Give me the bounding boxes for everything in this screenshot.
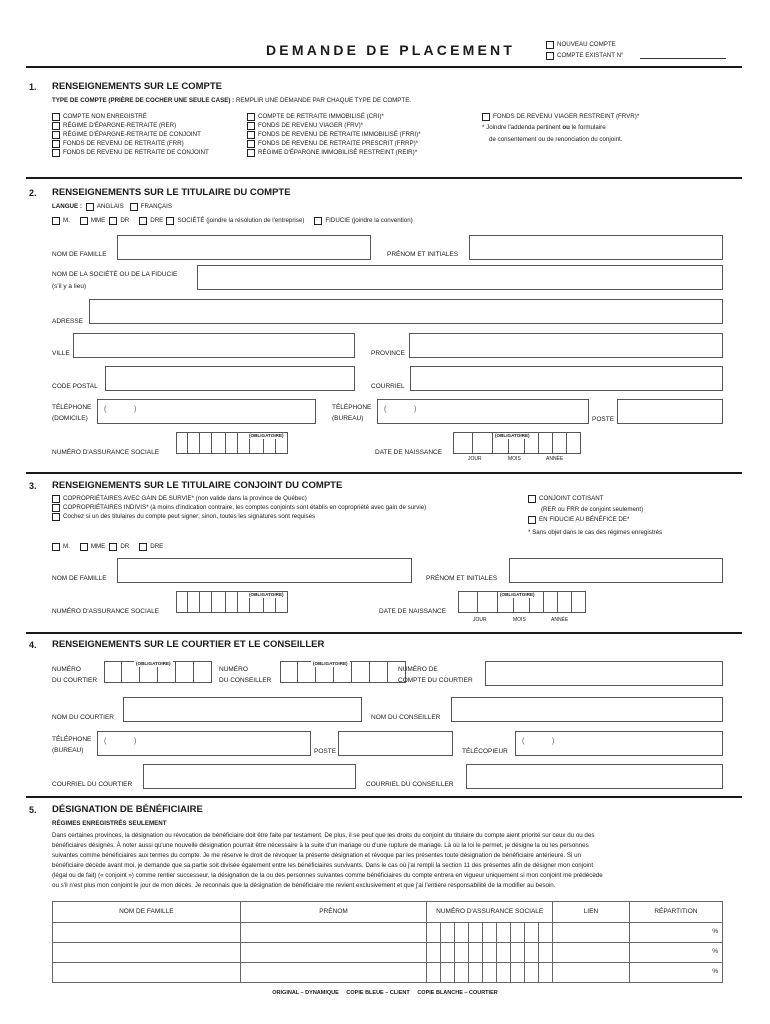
column-header: NUMÉRO D'ASSURANCE SOCIALE bbox=[427, 902, 553, 923]
last-name-label: NOM DE FAMILLE bbox=[52, 251, 107, 258]
sin-digit-cell[interactable] bbox=[539, 943, 553, 963]
sin-digit-cell[interactable] bbox=[455, 943, 469, 963]
sin-digit-cell[interactable] bbox=[427, 943, 441, 963]
fax-label: TÉLÉCOPIEUR bbox=[462, 748, 508, 755]
joint-option[interactable]: Cochez si un des titulaires du compte peut signer; sinon, toutes les signatures sont requises bbox=[52, 512, 426, 521]
checkbox[interactable] bbox=[52, 504, 60, 512]
checkbox[interactable] bbox=[247, 149, 255, 157]
section-4-title: RENSEIGNEMENTS SUR LE COURTIER ET LE CONSEILLER bbox=[52, 639, 325, 650]
sin-digit-cell[interactable] bbox=[441, 923, 455, 943]
day-label: JOUR bbox=[473, 617, 487, 623]
spousal-contributor-option[interactable]: CONJOINT COTISANT bbox=[528, 494, 604, 503]
last-name-input[interactable] bbox=[117, 235, 371, 260]
checkbox[interactable] bbox=[247, 122, 255, 130]
spousal-note: (RER ou FRR de conjoint seulement) bbox=[541, 506, 644, 513]
relationship-cell[interactable] bbox=[553, 963, 630, 983]
day-label: JOUR bbox=[468, 456, 482, 462]
broker-number-label: NUMÉRO bbox=[52, 666, 81, 673]
copy-distribution-footer: ORIGINAL – DYNAMIQUE COPIE BLEUE – CLIENT COPIE BLANCHE – COURTIER bbox=[272, 990, 498, 996]
sin-digit-cell[interactable] bbox=[427, 923, 441, 943]
sin-digit-cell[interactable] bbox=[483, 963, 497, 983]
existing-account-number-field[interactable] bbox=[640, 58, 726, 59]
advisor-email-label: COURRIEL DU CONSEILLER bbox=[366, 781, 454, 788]
sin-digit-cell[interactable] bbox=[427, 963, 441, 983]
existing-account-checkbox[interactable] bbox=[546, 52, 554, 60]
address-input[interactable] bbox=[89, 299, 723, 324]
account-type-option[interactable]: FONDS DE REVENU VIAGER RESTREINT (FRVR)* bbox=[482, 112, 639, 121]
first-name-cell[interactable] bbox=[240, 963, 427, 983]
sin-digit-cell[interactable] bbox=[511, 943, 525, 963]
postal-code-input[interactable] bbox=[105, 366, 355, 391]
year-label: ANNÉE bbox=[546, 456, 564, 462]
dre-checkbox[interactable] bbox=[139, 543, 147, 551]
joint-option[interactable]: COPROPRIÉTAIRES INDIVIS* (à moins d'indication contraire, les comptes conjoints sont établis en copropriété avec gain de survie) bbox=[52, 503, 426, 512]
sin-digit-cell[interactable] bbox=[539, 923, 553, 943]
column-header: RÉPARTITION bbox=[629, 902, 722, 923]
english-checkbox[interactable] bbox=[86, 203, 94, 211]
sin-digit-cell[interactable] bbox=[455, 923, 469, 943]
work-phone-label-2: (BUREAU) bbox=[332, 415, 364, 422]
account-type-option[interactable]: FONDS DE REVENU DE RETRAITE DE CONJOINT bbox=[52, 148, 209, 157]
extension-label: POSTE bbox=[592, 416, 615, 423]
checkbox[interactable] bbox=[52, 131, 60, 139]
first-name-cell[interactable] bbox=[240, 943, 427, 963]
joint-options bbox=[52, 494, 426, 521]
account-type-option[interactable]: FONDS DE REVENU DE RETRAITE IMMOBILISÉ (FRRI)* bbox=[247, 130, 421, 139]
home-phone-label: TÉLÉPHONE bbox=[52, 404, 92, 411]
sin-digit-cell[interactable] bbox=[469, 923, 483, 943]
account-type-option[interactable]: RÉGIME D'ÉPARGNE-RETRAITE DE CONJOINT bbox=[52, 130, 209, 139]
dre-checkbox[interactable] bbox=[139, 217, 147, 225]
broker-phone-input[interactable]: ( ) bbox=[97, 731, 311, 756]
broker-name-label: NOM DU COURTIER bbox=[52, 714, 114, 721]
province-label: PROVINCE bbox=[371, 350, 405, 357]
sin-digit-cell[interactable] bbox=[483, 923, 497, 943]
language-row: LANGUE : ANGLAIS FRANÇAIS bbox=[52, 202, 173, 210]
advisor-name-input[interactable] bbox=[451, 697, 723, 722]
joint-last-name-input[interactable] bbox=[117, 558, 412, 583]
account-type-option[interactable]: FONDS DE REVENU DE RETRAITE (FRR) bbox=[52, 139, 209, 148]
column-header: PRÉNOM bbox=[240, 902, 427, 923]
advisor-number-label: NUMÉRO bbox=[219, 666, 248, 673]
joint-birthdate-required-note: (OBLIGATOIRE) bbox=[500, 592, 535, 597]
sin-required-note: (OBLIGATOIRE) bbox=[249, 433, 284, 438]
first-name-input[interactable] bbox=[469, 235, 723, 260]
new-account-option[interactable]: NOUVEAU COMPTE bbox=[546, 40, 616, 49]
table-row[interactable] bbox=[53, 923, 723, 943]
mr-checkbox[interactable] bbox=[52, 543, 60, 551]
broker-email-input[interactable] bbox=[143, 764, 356, 789]
work-phone-label: TÉLÉPHONE bbox=[332, 404, 372, 411]
checkbox[interactable] bbox=[528, 495, 536, 503]
joint-sin-label: NUMÉRO D'ASSURANCE SOCIALE bbox=[52, 608, 160, 615]
column-header: NOM DE FAMILLE bbox=[53, 902, 241, 923]
section-5-number: 5. bbox=[29, 805, 37, 815]
email-input[interactable] bbox=[410, 366, 723, 391]
sin-digit-cell[interactable] bbox=[441, 963, 455, 983]
sin-digit-cell[interactable] bbox=[497, 923, 511, 943]
sin-label: NUMÉRO D'ASSURANCE SOCIALE bbox=[52, 449, 160, 456]
account-type-option[interactable]: FONDS DE REVENU DE RETRAITE PRESCRIT (FRRP)* bbox=[247, 139, 421, 148]
broker-extension-input[interactable] bbox=[338, 731, 453, 756]
checkbox[interactable] bbox=[52, 113, 60, 121]
company-name-label: NOM DE LA SOCIÉTÉ OU DE LA FIDUCIE bbox=[52, 271, 178, 278]
joint-first-name-label: PRÉNOM ET INITIALES bbox=[426, 575, 498, 582]
section-1-title: RENSEIGNEMENTS SUR LE COMPTE bbox=[52, 81, 222, 92]
joint-first-name-input[interactable] bbox=[509, 558, 723, 583]
broker-name-input[interactable] bbox=[123, 697, 362, 722]
broker-phone-label: TÉLÉPHONE bbox=[52, 736, 92, 743]
sin-digit-cell[interactable] bbox=[525, 943, 539, 963]
section-4-number: 4. bbox=[29, 640, 37, 650]
share-cell[interactable]: % bbox=[629, 923, 722, 943]
section-divider bbox=[26, 177, 742, 179]
mrs-checkbox[interactable] bbox=[80, 217, 88, 225]
month-label: MOIS bbox=[513, 617, 526, 623]
first-name-label: PRÉNOM ET INITIALES bbox=[387, 251, 459, 258]
joint-title-row: M. MME DR DRE bbox=[52, 542, 163, 551]
beneficiary-disclaimer: Dans certaines provinces, la désignation ou révocation de bénéficiaire doit être faite par testament. De plus, il se peut que les droits du conjoint du titulaire du compte aient priorité sur ceux du ou des bénéficiaires désignés. À noter aussi qu'une nouvelle désignation pourrait être nécessaire à la suite d'un mariage ou d'une rupture de mariage. Là où la loi le permet, je désigne la ou les personnes suivantes comme bénéficiaires aux termes du compte. Je me réserve le droit de révoquer la présente désignation et révoque par les présentes toute désignation de bénéficiaire antérieure. Si un bénéficiaire décède avant moi, je demande que sa partie soit divisée également entre les bénéficiaires survivants. Dans le cas où j'ai rempli la section 11 des présentes afin de désigner mon conjoint (légal ou de fait) (« conjoint ») comme rentier successeur, la désignation de la ou des personnes suivantes comme bénéficiaires du compte entrera en vigueur uniquement si mon conjoint me prédécède ou s'il n'est plus mon conjoint le jour de mon décès. Je reconnais que la désignation de bénéficiaire me revient exclusivement et que j'ai l'entière responsabilité de la modifier au besoin. bbox=[52, 832, 603, 889]
french-checkbox[interactable] bbox=[130, 203, 138, 211]
account-type-option[interactable]: COMPTE NON ENREGISTRÉ bbox=[52, 112, 209, 121]
sin-digit-cell[interactable] bbox=[455, 963, 469, 983]
beneficiary-table bbox=[52, 901, 723, 983]
checkbox[interactable] bbox=[247, 131, 255, 139]
checkbox[interactable] bbox=[52, 122, 60, 130]
dr-checkbox[interactable] bbox=[109, 217, 117, 225]
fax-input[interactable]: ( ) bbox=[515, 731, 723, 756]
broker-phone-label-2: (BUREAU) bbox=[52, 747, 84, 754]
sin-digit-cell[interactable] bbox=[539, 963, 553, 983]
email-label: COURRIEL bbox=[371, 383, 405, 390]
work-phone-input[interactable]: ( ) bbox=[377, 399, 589, 424]
section-divider bbox=[26, 66, 742, 68]
checkbox[interactable] bbox=[52, 495, 60, 503]
sin-digit-cell[interactable] bbox=[525, 963, 539, 983]
trust-checkbox[interactable] bbox=[314, 217, 322, 225]
mr-checkbox[interactable] bbox=[52, 217, 60, 225]
month-label: MOIS bbox=[508, 456, 521, 462]
account-type-col-2 bbox=[247, 112, 421, 157]
sin-digit-cell[interactable] bbox=[525, 923, 539, 943]
joint-birthdate-label: DATE DE NAISSANCE bbox=[379, 608, 447, 615]
mrs-checkbox[interactable] bbox=[80, 543, 88, 551]
new-account-checkbox[interactable] bbox=[546, 41, 554, 49]
advisor-number-label-2: DU CONSEILLER bbox=[219, 677, 272, 684]
checkbox[interactable] bbox=[482, 113, 490, 121]
share-cell[interactable]: % bbox=[629, 943, 722, 963]
dr-checkbox[interactable] bbox=[109, 543, 117, 551]
joint-sin-required-note: (OBLIGATOIRE) bbox=[249, 592, 284, 597]
broker-email-label: COURRIEL DU COURTIER bbox=[52, 781, 133, 788]
last-name-cell[interactable] bbox=[53, 943, 241, 963]
account-type-footnote-2: de consentement ou de renonciation du conjoint. bbox=[489, 136, 623, 143]
sin-digit-cell[interactable] bbox=[469, 943, 483, 963]
company-checkbox[interactable] bbox=[166, 217, 174, 225]
existing-account-option[interactable]: COMPTE EXISTANT N° bbox=[546, 51, 624, 60]
broker-account-input[interactable] bbox=[485, 661, 723, 686]
sin-digit-cell[interactable] bbox=[469, 963, 483, 983]
broker-extension-label: POSTE bbox=[314, 748, 337, 755]
holder-type-row: M. MME DR DRE SOCIÉTÉ (joindre la résolution de l'entreprise) FIDUCIE (joindre la convention) bbox=[52, 216, 413, 225]
in-trust-option[interactable]: EN FIDUCIE AU BÉNÉFICE DE* bbox=[528, 515, 629, 524]
account-type-col-1 bbox=[52, 112, 209, 157]
joint-option[interactable]: COPROPRIÉTAIRES AVEC GAIN DE SURVIE* (non valide dans la province de Québec) bbox=[52, 494, 426, 503]
account-type-option[interactable]: RÉGIME D'ÉPARGNE IMMOBILISÉ RESTREINT (REIR)* bbox=[247, 148, 421, 157]
account-type-footnote: * Joindre l'addenda pertinent ou le formulaire bbox=[482, 124, 606, 131]
sin-digit-cell[interactable] bbox=[511, 923, 525, 943]
broker-number-label-2: DU COURTIER bbox=[52, 677, 98, 684]
last-name-cell[interactable] bbox=[53, 963, 241, 983]
province-input[interactable] bbox=[409, 333, 723, 358]
broker-number-required: (OBLIGATOIRE) bbox=[136, 661, 171, 666]
sin-digit-cell[interactable] bbox=[497, 963, 511, 983]
account-type-option[interactable]: COMPTE DE RETRAITE IMMOBILISÉ (CRI)* bbox=[247, 112, 421, 121]
not-applicable-note: * Sans objet dans le cas des régimes enregistrés bbox=[528, 529, 663, 536]
postal-code-label: CODE POSTAL bbox=[52, 383, 98, 390]
first-name-cell[interactable] bbox=[240, 923, 427, 943]
checkbox[interactable] bbox=[52, 140, 60, 148]
relationship-cell[interactable] bbox=[553, 923, 630, 943]
account-type-instruction: TYPE DE COMPTE (PRIÈRE DE COCHER UNE SEULE CASE) : REMPLIR UNE DEMANDE PAR CHAQUE TYPE DE COMPTE. bbox=[52, 97, 412, 104]
advisor-email-input[interactable] bbox=[466, 764, 723, 789]
broker-account-label-2: COMPTE DU COURTIER bbox=[398, 677, 473, 684]
joint-last-name-label: NOM DE FAMILLE bbox=[52, 575, 107, 582]
sin-digit-cell[interactable] bbox=[441, 943, 455, 963]
account-type-option[interactable]: FONDS DE REVENU VIAGER (FRV)* bbox=[247, 121, 421, 130]
sin-digit-cell[interactable] bbox=[497, 943, 511, 963]
home-phone-label-2: (DOMICILE) bbox=[52, 415, 88, 422]
share-cell[interactable]: % bbox=[629, 963, 722, 983]
table-row[interactable] bbox=[53, 963, 723, 983]
city-input[interactable] bbox=[73, 333, 355, 358]
section-3-number: 3. bbox=[29, 481, 37, 491]
sin-digit-cell[interactable] bbox=[511, 963, 525, 983]
section-5-title: DÉSIGNATION DE BÉNÉFICIAIRE bbox=[52, 804, 203, 815]
year-label: ANNÉE bbox=[551, 617, 569, 623]
advisor-name-label: NOM DU CONSEILLER bbox=[371, 714, 441, 721]
broker-account-label: NUMÉRO DE bbox=[398, 666, 438, 673]
company-name-hint: (s'il y a lieu) bbox=[52, 283, 87, 290]
section-divider bbox=[26, 472, 742, 474]
checkbox[interactable] bbox=[52, 149, 60, 157]
checkbox[interactable] bbox=[247, 113, 255, 121]
city-label: VILLE bbox=[52, 350, 70, 357]
table-header-row bbox=[53, 902, 723, 923]
page-title: DEMANDE DE PLACEMENT bbox=[266, 42, 516, 58]
address-label: ADRESSE bbox=[52, 318, 84, 325]
account-type-option[interactable]: RÉGIME D'ÉPARGNE-RETRAITE (RER) bbox=[52, 121, 209, 130]
section-divider bbox=[26, 796, 742, 798]
company-name-input[interactable] bbox=[197, 265, 723, 290]
table-row[interactable] bbox=[53, 943, 723, 963]
checkbox[interactable] bbox=[528, 516, 536, 524]
advisor-number-required: (OBLIGATOIRE) bbox=[313, 661, 348, 666]
sin-digit-cell[interactable] bbox=[483, 943, 497, 963]
birthdate-required-note: (OBLIGATOIRE) bbox=[495, 433, 530, 438]
birthdate-label: DATE DE NAISSANCE bbox=[375, 449, 443, 456]
section-3-title: RENSEIGNEMENTS SUR LE TITULAIRE CONJOINT DU COMPTE bbox=[52, 480, 343, 491]
extension-input[interactable] bbox=[617, 399, 723, 424]
last-name-cell[interactable] bbox=[53, 923, 241, 943]
checkbox[interactable] bbox=[247, 140, 255, 148]
section-2-title: RENSEIGNEMENTS SUR LE TITULAIRE DU COMPTE bbox=[52, 187, 291, 198]
section-2-number: 2. bbox=[29, 188, 37, 198]
section-divider bbox=[26, 632, 742, 634]
section-1-number: 1. bbox=[29, 82, 37, 92]
relationship-cell[interactable] bbox=[553, 943, 630, 963]
home-phone-input[interactable]: ( ) bbox=[97, 399, 316, 424]
section-5-subtitle: RÉGIMES ENREGISTRÉS SEULEMENT bbox=[52, 820, 167, 827]
column-header: LIEN bbox=[553, 902, 630, 923]
checkbox[interactable] bbox=[52, 513, 60, 521]
